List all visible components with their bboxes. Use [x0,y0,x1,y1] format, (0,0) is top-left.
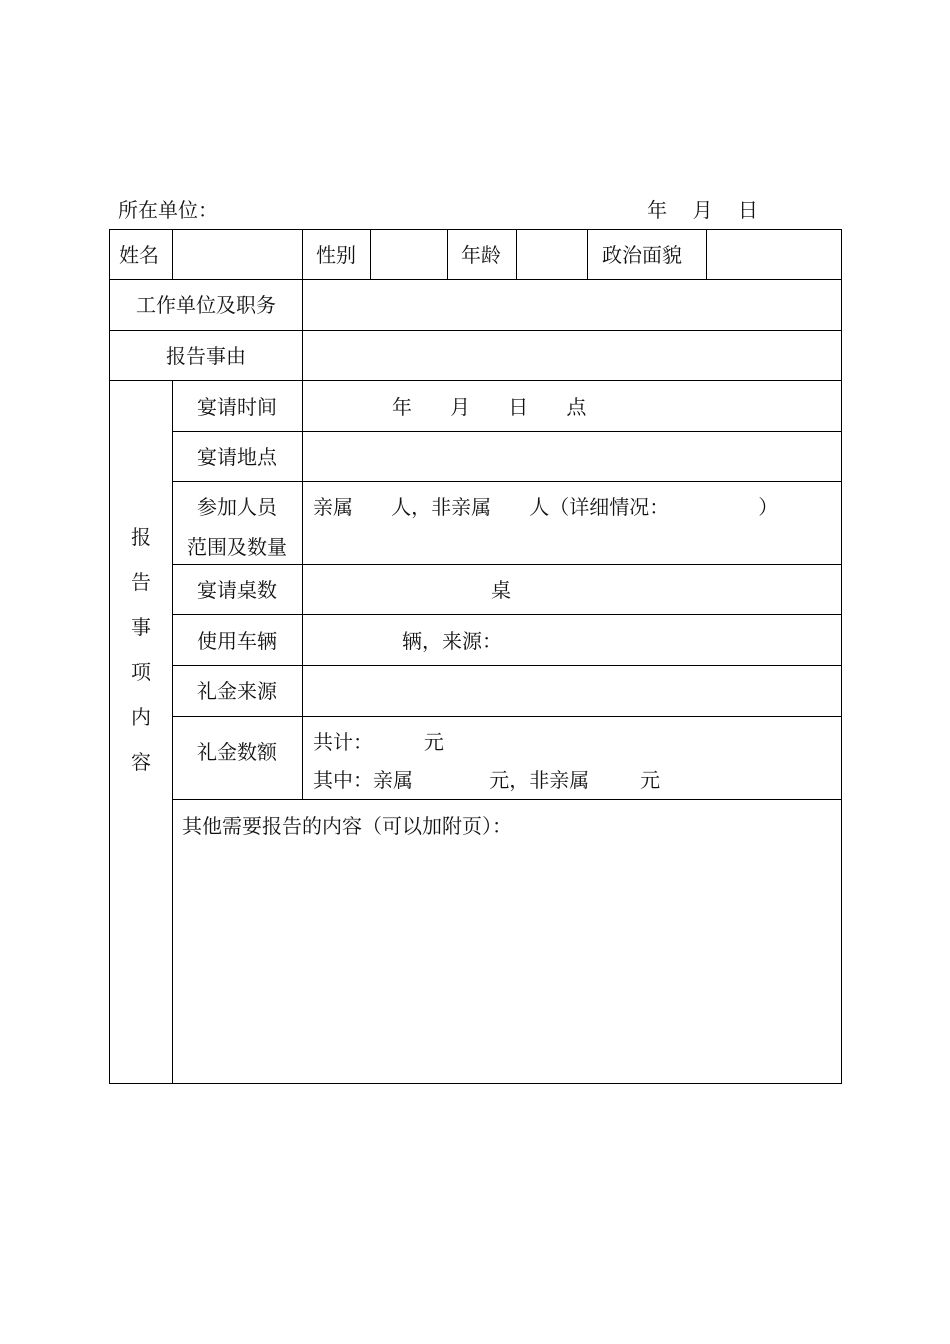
work-label: 工作单位及职务 [136,293,276,317]
gift-source-label: 礼金来源 [197,679,277,703]
participants-label-line2: 范围及数量 [187,535,287,559]
form-header [118,194,758,224]
section-title-char: 容 [131,750,151,774]
other-content-field[interactable] [173,845,841,1082]
row-divider [172,564,842,565]
participants-label-line1: 参加人员 [197,495,277,519]
gift-breakdown[interactable]: 其中：亲属 元，非亲属 元 [313,768,661,792]
section-title-char: 内 [131,705,151,729]
politics-field[interactable] [707,230,841,279]
gift-total[interactable]: 共计： 元 [313,730,444,754]
gift-amount-label: 礼金数额 [197,740,277,764]
other-content-label: 其他需要报告的内容（可以加附页）： [182,814,512,838]
col-divider [447,229,448,280]
table-bottom-border [109,1083,842,1084]
table-right-border [841,229,842,1084]
section-title [130,526,152,796]
col-divider [302,229,303,280]
reason-label: 报告事由 [166,344,246,368]
banquet-time-value[interactable]: 年 月 日 点 [392,395,587,419]
row-divider [109,380,842,381]
politics-label: 政治面貌 [602,243,682,267]
name-label: 姓名 [119,243,159,267]
reason-field[interactable] [303,331,841,380]
date-label: 年 月 日 [647,198,758,222]
row-divider [172,614,842,615]
row-divider [172,481,842,482]
row-divider [172,799,842,800]
tables-value[interactable]: 桌 [491,578,511,602]
tables-label: 宴请桌数 [197,578,277,602]
work-field[interactable] [303,280,841,330]
gift-source-field[interactable] [303,666,841,716]
banquet-place-label: 宴请地点 [197,445,277,469]
section-title-char: 项 [131,660,151,684]
participants-value[interactable]: 亲属 人，非亲属 人（详细情况： ） [313,495,779,519]
banquet-time-label: 宴请时间 [197,395,277,419]
section-title-char: 事 [131,615,151,639]
age-field[interactable] [517,230,587,279]
col-divider [587,229,588,280]
table-left-border [109,229,110,1084]
banquet-place-field[interactable] [303,432,841,481]
gender-label: 性别 [316,243,356,267]
age-label: 年龄 [461,243,501,267]
name-field[interactable] [173,230,302,279]
section-title-char: 告 [131,570,151,594]
row-divider [172,716,842,717]
vehicles-value[interactable]: 辆，来源： [402,629,502,653]
gender-field[interactable] [371,230,447,279]
section-title-char: 报 [131,525,151,549]
unit-label: 所在单位： [118,198,218,222]
vehicles-label: 使用车辆 [197,629,277,653]
